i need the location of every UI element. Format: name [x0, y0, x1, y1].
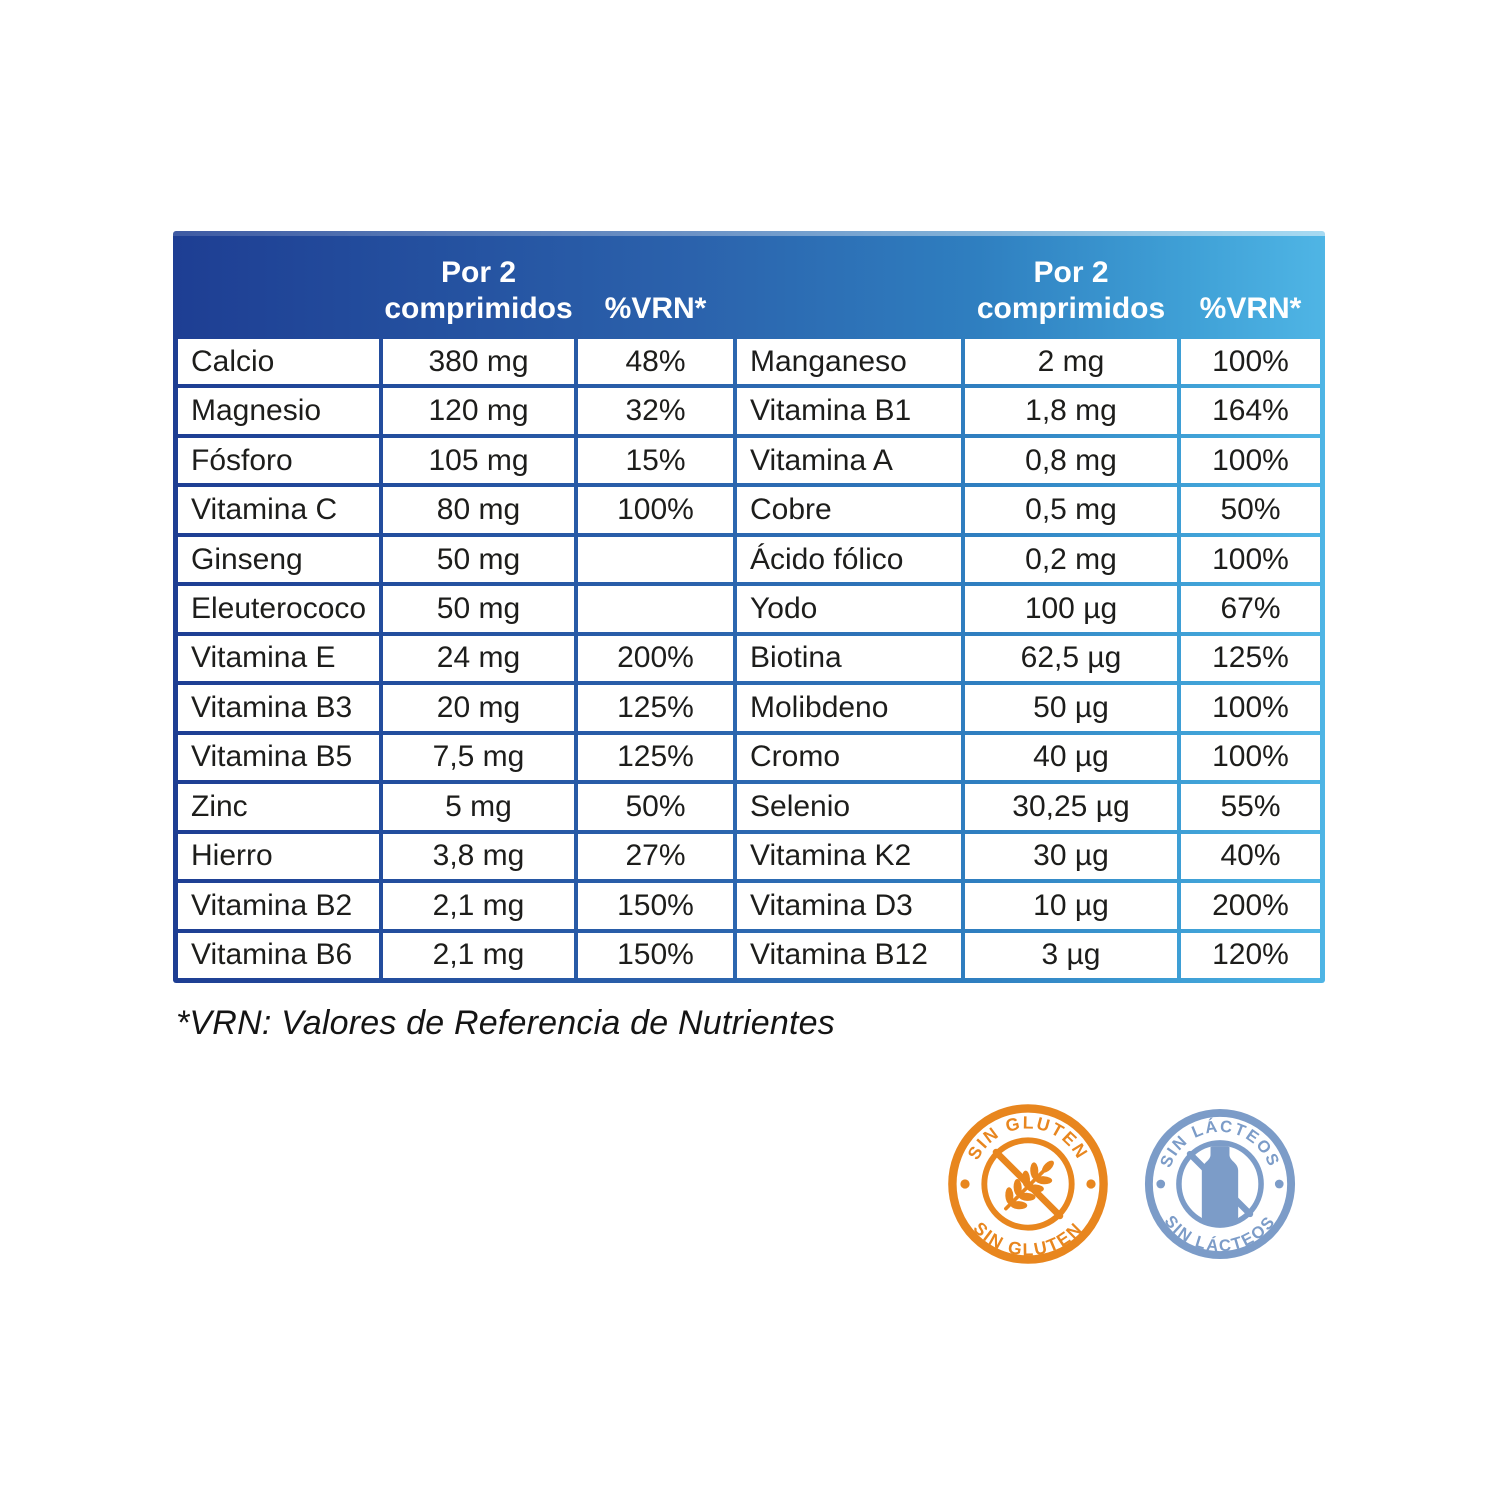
- nutrient-name: Calcio: [178, 339, 379, 384]
- badge-bottom-text: SIN GLUTEN: [969, 1217, 1087, 1260]
- nutrient-name: Manganeso: [737, 339, 961, 384]
- nutrient-vrn: 55%: [1181, 784, 1320, 829]
- nutrient-vrn: [578, 586, 733, 631]
- header-amount-line2: comprimidos: [976, 291, 1166, 325]
- nutrient-amount: 62,5 µg: [965, 636, 1177, 681]
- badge-dot-right: [1086, 1179, 1095, 1188]
- nutrient-amount: 2 mg: [965, 339, 1177, 384]
- nutrient-vrn: 50%: [578, 784, 733, 829]
- gluten-free-badge-svg: [944, 1100, 1112, 1268]
- nutrient-name: Eleuterococo: [178, 586, 379, 631]
- nutrient-vrn: 32%: [578, 388, 733, 433]
- header-amount-left: [383, 236, 574, 335]
- nutrient-vrn: [578, 537, 733, 582]
- header-amount-line2: comprimidos: [384, 291, 573, 325]
- nutrient-vrn: 50%: [1181, 487, 1320, 532]
- nutrient-amount: 2,1 mg: [383, 933, 574, 978]
- nutrient-vrn: 150%: [578, 883, 733, 928]
- badge-dot-left: [960, 1179, 969, 1188]
- nutrient-vrn: 200%: [1181, 883, 1320, 928]
- gluten-free-badge: [944, 1100, 1112, 1268]
- nutrient-vrn: 125%: [1181, 636, 1320, 681]
- nutrient-amount: 105 mg: [383, 438, 574, 483]
- nutrient-name: Fósforo: [178, 438, 379, 483]
- badge-dot-left: [1156, 1180, 1165, 1189]
- nutrient-name: Cromo: [737, 735, 961, 780]
- nutrient-name: Yodo: [737, 586, 961, 631]
- nutrient-name: Vitamina B1: [737, 388, 961, 433]
- nutrient-vrn: 100%: [1181, 735, 1320, 780]
- nutrient-vrn: 100%: [578, 487, 733, 532]
- nutrient-amount: 0,2 mg: [965, 537, 1177, 582]
- nutrient-name: Vitamina B5: [178, 735, 379, 780]
- nutrient-amount: 100 µg: [965, 586, 1177, 631]
- nutrient-name: Vitamina B6: [178, 933, 379, 978]
- nutrient-vrn: 125%: [578, 735, 733, 780]
- nutrient-vrn: 100%: [1181, 339, 1320, 384]
- header-spacer-left: [178, 236, 379, 335]
- nutrient-amount: 0,8 mg: [965, 438, 1177, 483]
- nutrient-amount: 3,8 mg: [383, 834, 574, 879]
- nutrient-vrn: 125%: [578, 685, 733, 730]
- nutrient-name: Vitamina B12: [737, 933, 961, 978]
- badge-top-text: SIN GLUTEN: [963, 1112, 1093, 1164]
- dairy-free-badge-svg: [1141, 1105, 1299, 1263]
- nutrient-amount: 3 µg: [965, 933, 1177, 978]
- nutrient-vrn: 100%: [1181, 438, 1320, 483]
- nutrient-vrn: 150%: [578, 933, 733, 978]
- nutrient-vrn: 40%: [1181, 834, 1320, 879]
- header-spacer-right: [737, 236, 961, 335]
- nutrient-amount: 10 µg: [965, 883, 1177, 928]
- nutrient-name: Magnesio: [178, 388, 379, 433]
- nutrient-amount: 380 mg: [383, 339, 574, 384]
- nutrient-amount: 24 mg: [383, 636, 574, 681]
- nutrient-name: Molibdeno: [737, 685, 961, 730]
- nutrient-name: Vitamina B3: [178, 685, 379, 730]
- nutrient-name: Zinc: [178, 784, 379, 829]
- nutrient-amount: 30,25 µg: [965, 784, 1177, 829]
- nutrient-name: Biotina: [737, 636, 961, 681]
- badge-bottom-text: SIN LÁCTEOS: [1160, 1211, 1280, 1256]
- header-vrn-label: %VRN*: [604, 291, 707, 325]
- nutrient-amount: 20 mg: [383, 685, 574, 730]
- nutrient-name: Vitamina A: [737, 438, 961, 483]
- nutrient-name: Cobre: [737, 487, 961, 532]
- nutrient-vrn: 164%: [1181, 388, 1320, 433]
- dairy-free-badge: [1141, 1105, 1299, 1263]
- nutrient-amount: 1,8 mg: [965, 388, 1177, 433]
- nutrient-amount: 50 µg: [965, 685, 1177, 730]
- header-vrn-label: %VRN*: [1199, 291, 1302, 325]
- header-amount-line1: Por 2: [440, 256, 517, 290]
- nutrient-name: Vitamina B2: [178, 883, 379, 928]
- nutrient-amount: 50 mg: [383, 586, 574, 631]
- badge-dot-right: [1275, 1180, 1284, 1189]
- nutrient-vrn: 15%: [578, 438, 733, 483]
- nutrient-name: Hierro: [178, 834, 379, 879]
- nutrient-name: Selenio: [737, 784, 961, 829]
- nutrient-amount: 5 mg: [383, 784, 574, 829]
- nutrient-amount: 120 mg: [383, 388, 574, 433]
- nutrient-amount: 40 µg: [965, 735, 1177, 780]
- nutrient-name: Ácido fólico: [737, 537, 961, 582]
- nutrient-name: Vitamina E: [178, 636, 379, 681]
- header-vrn-left: [578, 236, 733, 335]
- nutrient-name: Vitamina K2: [737, 834, 961, 879]
- nutrient-amount: 7,5 mg: [383, 735, 574, 780]
- header-amount-right: [965, 236, 1177, 335]
- nutrient-vrn: 48%: [578, 339, 733, 384]
- nutrient-vrn: 100%: [1181, 537, 1320, 582]
- nutrient-amount: 30 µg: [965, 834, 1177, 879]
- nutrient-amount: 50 mg: [383, 537, 574, 582]
- nutrient-vrn: 200%: [578, 636, 733, 681]
- header-vrn-right: [1181, 236, 1320, 335]
- nutrient-amount: 80 mg: [383, 487, 574, 532]
- nutrient-name: Vitamina C: [178, 487, 379, 532]
- nutrient-vrn: 120%: [1181, 933, 1320, 978]
- nutrient-name: Ginseng: [178, 537, 379, 582]
- nutrient-vrn: 100%: [1181, 685, 1320, 730]
- badge-top-text: SIN LÁCTEOS: [1156, 1116, 1284, 1171]
- nutrient-vrn: 67%: [1181, 586, 1320, 631]
- nutrient-vrn: 27%: [578, 834, 733, 879]
- header-amount-line1: Por 2: [1033, 256, 1109, 290]
- nutrient-name: Vitamina D3: [737, 883, 961, 928]
- nutrition-table: [173, 231, 1325, 983]
- nutrient-amount: 2,1 mg: [383, 883, 574, 928]
- nutrient-amount: 0,5 mg: [965, 487, 1177, 532]
- vrn-footnote: *VRN: Valores de Referencia de Nutrientes: [176, 1004, 835, 1042]
